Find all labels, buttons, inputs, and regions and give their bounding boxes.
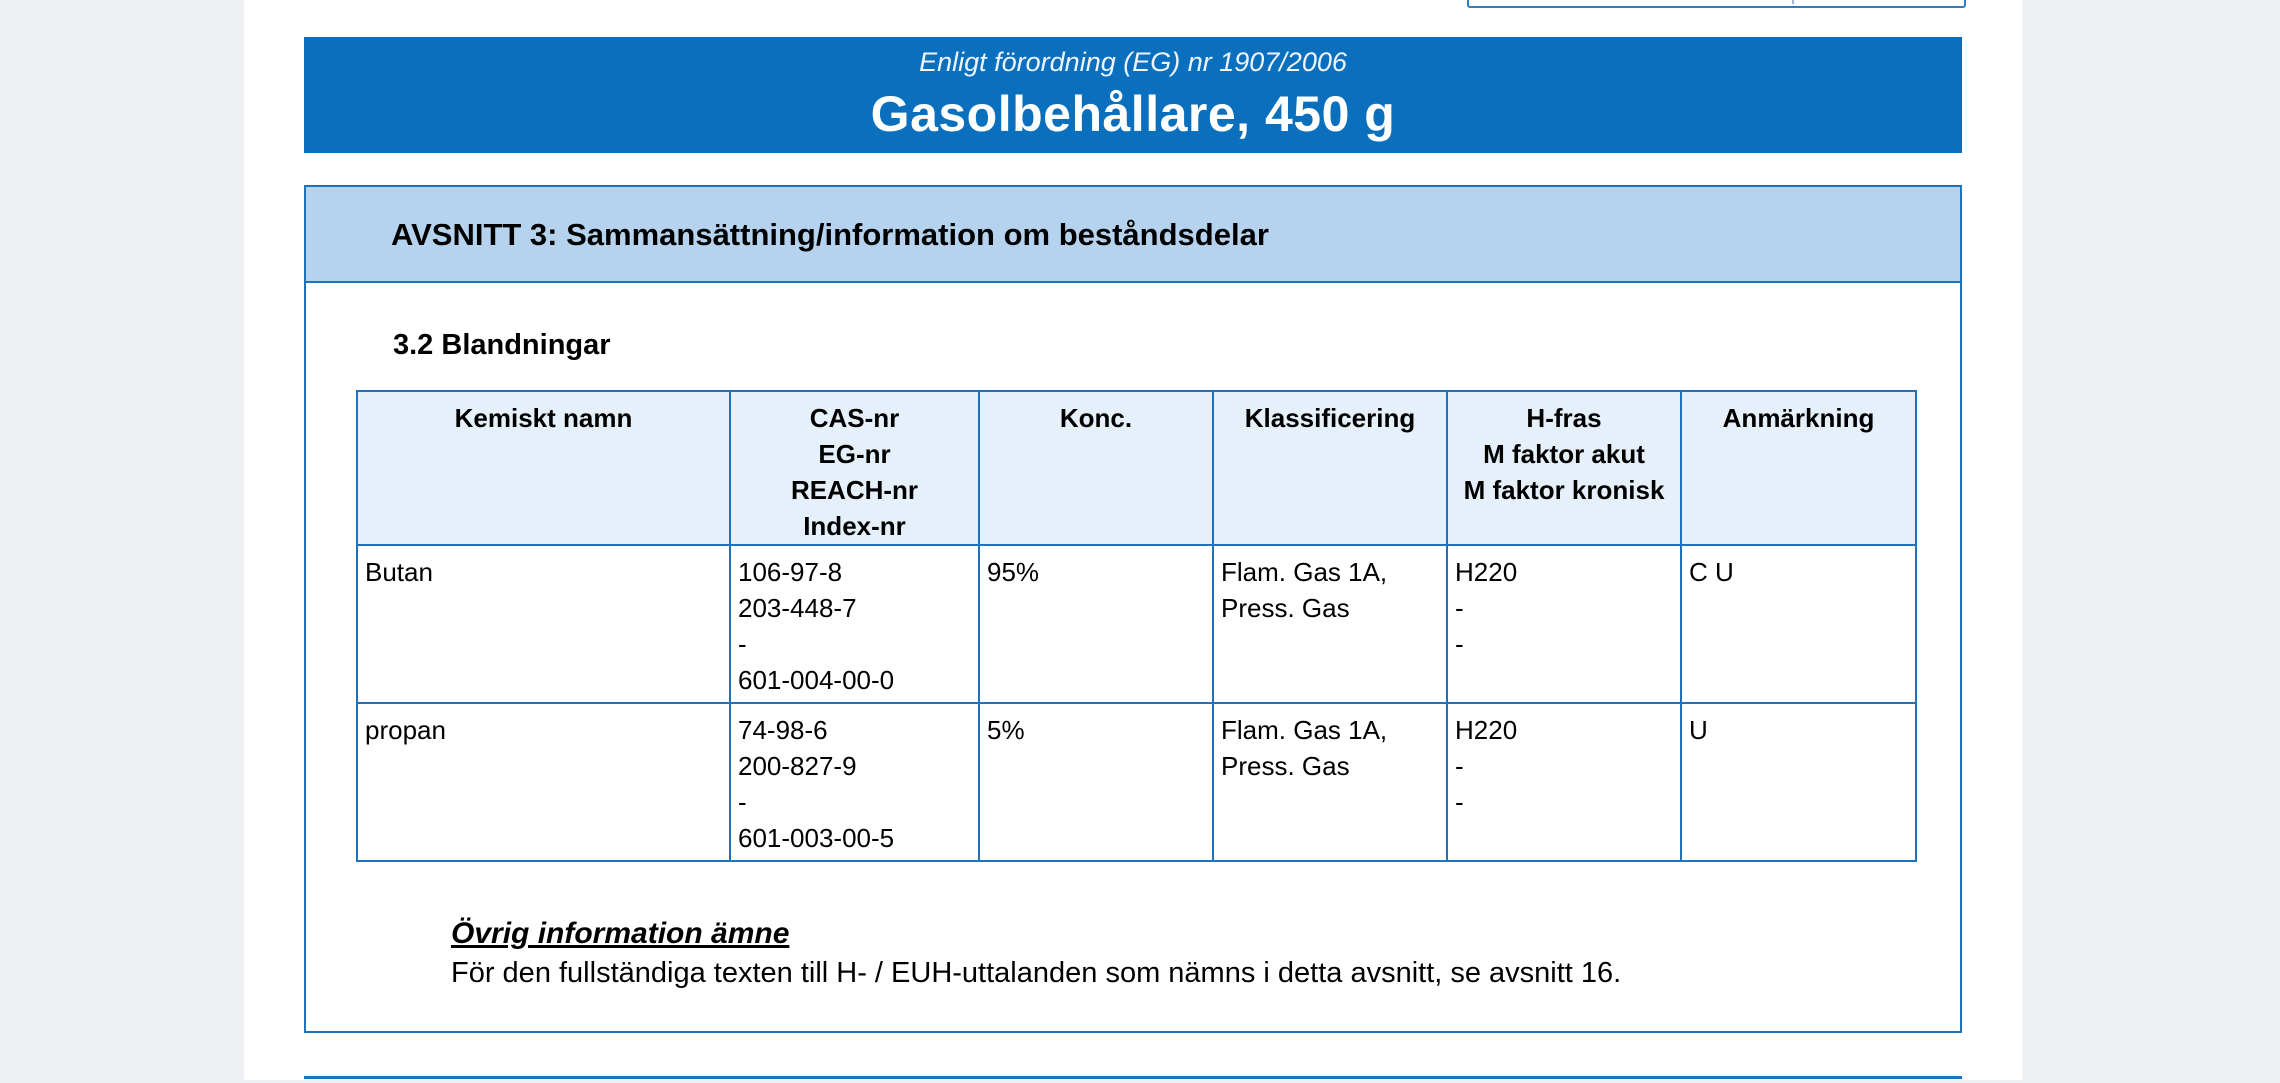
cell-h-phrases: H220 - - — [1447, 703, 1681, 861]
regulation-text: Enligt förordning (EG) nr 1907/2006 — [919, 47, 1347, 77]
cell-classification: Flam. Gas 1A, Press. Gas — [1213, 545, 1447, 703]
col-header-classification: Klassificering — [1213, 391, 1447, 545]
search-box-button[interactable] — [1792, 0, 1964, 4]
subsection-heading: 3.2 Blandningar — [393, 329, 611, 361]
other-information — [451, 917, 1621, 990]
cell-chemical-name: propan — [357, 703, 730, 861]
cell-identifiers: 106-97-8 203-448-7 - 601-004-00-0 — [730, 545, 979, 703]
table-row — [357, 703, 1916, 861]
cell-concentration: 5% — [979, 703, 1213, 861]
section-heading: AVSNITT 3: Sammansättning/information om beståndsdelar — [391, 217, 1269, 252]
cell-concentration: 95% — [979, 545, 1213, 703]
other-information-title: Övrig information ämne — [451, 917, 790, 950]
cell-classification: Flam. Gas 1A, Press. Gas — [1213, 703, 1447, 861]
table-row — [357, 545, 1916, 703]
col-header-h-phrases: H-fras M faktor akut M faktor kronisk — [1447, 391, 1681, 545]
cell-h-phrases: H220 - - — [1447, 545, 1681, 703]
cell-remark: C U — [1681, 545, 1916, 703]
col-header-chemical-name: Kemiskt namn — [357, 391, 730, 545]
product-title: Gasolbehållare, 450 g — [870, 86, 1396, 142]
section-3 — [304, 185, 1962, 1033]
table-header-row — [357, 391, 1916, 545]
cell-remark: U — [1681, 703, 1916, 861]
cell-identifiers: 74-98-6 200-827-9 - 601-003-00-5 — [730, 703, 979, 861]
mixtures-table — [356, 390, 1917, 862]
col-header-remark: Anmärkning — [1681, 391, 1916, 545]
document-header — [304, 37, 1962, 153]
col-header-identifiers: CAS-nr EG-nr REACH-nr Index-nr — [730, 391, 979, 545]
col-header-concentration: Konc. — [979, 391, 1213, 545]
section-header — [306, 187, 1960, 283]
cell-chemical-name: Butan — [357, 545, 730, 703]
search-box[interactable] — [1467, 0, 1966, 8]
other-information-text: För den fullständiga texten till H- / EUH-uttalanden som nämns i detta avsnitt, se avsnitt 16. — [451, 957, 1622, 989]
